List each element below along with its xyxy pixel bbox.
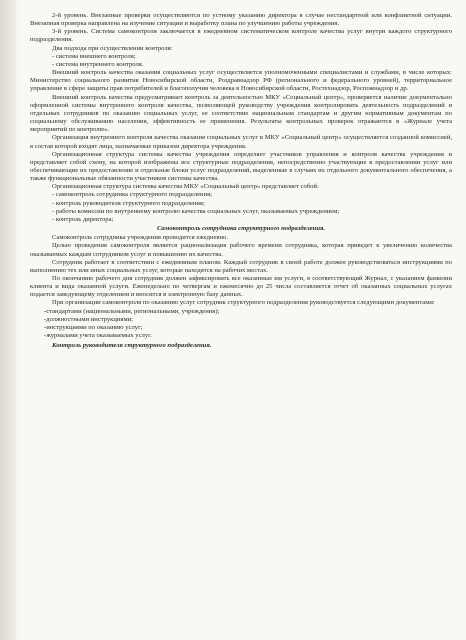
page-binding-edge	[0, 0, 16, 640]
paragraph: Организационная структура системы качества МКУ «Социальный центр» представляет собой:	[52, 183, 319, 191]
list-item: - самоконтроль сотрудника структурного подразделения;	[52, 191, 212, 199]
paragraph: Организация внутреннего контроля качества оказания социальных услуг в МКУ «Социальный центр» осуществляется созданной комиссией, в состав которой входят лица, назначаемые приказом директора учреждения.	[30, 134, 452, 150]
paragraph: По окончанию рабочего дня сотрудник должен зафиксировать все оказанные им услуги, в соответствующий Журнал, с указанием фамилии клиента и вида оказанной услуги. Еженедельно по четвергам и ежемесячно до 25 числа составляется отчет об оказанных социальных услугах подается заведующему отделением и вносится в электронную базу данных.	[30, 275, 452, 299]
list-item: - контроль директора;	[52, 215, 114, 223]
paragraph: Два подхода при осуществлении контроля:	[52, 44, 173, 52]
section-heading: Самоконтроль сотрудника структурного подразделения.	[156, 225, 326, 233]
paragraph: Сотрудник работает в соответствии с ежедневным планом. Каждый сотрудник в своей работе должен руководствоваться инструкциями по выполнению тех или иных социальных услуг, которые находятся на рабочих местах.	[30, 258, 452, 274]
paragraph: Внешний контроль качества предусматривает контроль за деятельностью МКУ «Социальный центр», проверяется наличие документально оформленной системы внутреннего контроля качества, позволяющей руководству учреждения контролировать деятельность подразделений и отдельных сотрудников по оказанию социальных услуг, ее соответствие национальным стандартам и другим нормативным документам по социальному обслуживанию населения, эффективность ее применения. Результаты контрольных проверок отражаются в «Журнале учета мероприятий по контролю».	[30, 93, 452, 134]
section-heading: Контроль руководителя структурного подразделения.	[52, 342, 212, 350]
paragraph: Целью проведения самоконтроля является рационализация рабочего времени сотрудника, которая приведет к увеличению количества оказываемых каждым сотрудником услуг и повышению их качества.	[30, 242, 452, 258]
list-item: -инструкциями по оказанию услуг;	[44, 323, 143, 331]
paragraph: Самоконтроль сотрудника учреждения проводится ежедневно.	[52, 234, 228, 242]
paragraph: Организационная структура системы качества учреждения определяет участников управления и контроля качества учреждения и представляет собой схему, на которой изображены все структурные подразделения, непосредственно участвующие в предоставлении услуг или обеспечивающие их предоставление и отдельные блоки услуг подразделений, выделенные в случаях их отдельного документального обеспечения, а также функциональные обязанности участников системы качества.	[30, 150, 452, 183]
paragraph: При организации самоконтроля по оказанию услуг сотрудник структурного подразделения руководствуется следующими документами:	[52, 299, 435, 307]
list-item: -стандартами (национальными, региональными, учреждения);	[44, 307, 220, 315]
list-item: - контроль руководителя структурного подразделения;	[52, 199, 205, 207]
paragraph: 3-й уровень. Система самоконтроля заключается в ежедневном систематическом контроле качества услуг внутри каждого структурного подразделения.	[30, 28, 452, 44]
document-body	[30, 12, 452, 350]
paragraph: Внешний контроль качества оказания социальных услуг осуществляется уполномоченными специалистами и службами, в числе которых: Министерство социального развития Новосибирской области, Роздравнадзор РФ (регионального и федерального уровней), территориальное управление в сфере защиты прав потребителей и благополучия человека в Новосибирской области, Ростехнадзор, Роспожнадзор и др.	[30, 69, 452, 93]
list-item: - работы комиссии по внутреннему контролю качества социальных услуг, оказываемых учреждением;	[52, 207, 340, 215]
paragraph: 2-й уровень. Внезапные проверки осуществляются по устному указанию директора в случае нестандартной или конфликтной ситуации. Внезапная проверка направлена на изучение ситуации и выработку плана по улучшению работы учреждения.	[30, 12, 452, 28]
list-item: -журналами учета оказываемых услуг.	[44, 332, 152, 340]
list-item: - система внутреннего контроля.	[52, 60, 144, 68]
list-item: -должностными инструкциями;	[44, 315, 133, 323]
list-item: - система внешнего контроля;	[52, 52, 136, 60]
